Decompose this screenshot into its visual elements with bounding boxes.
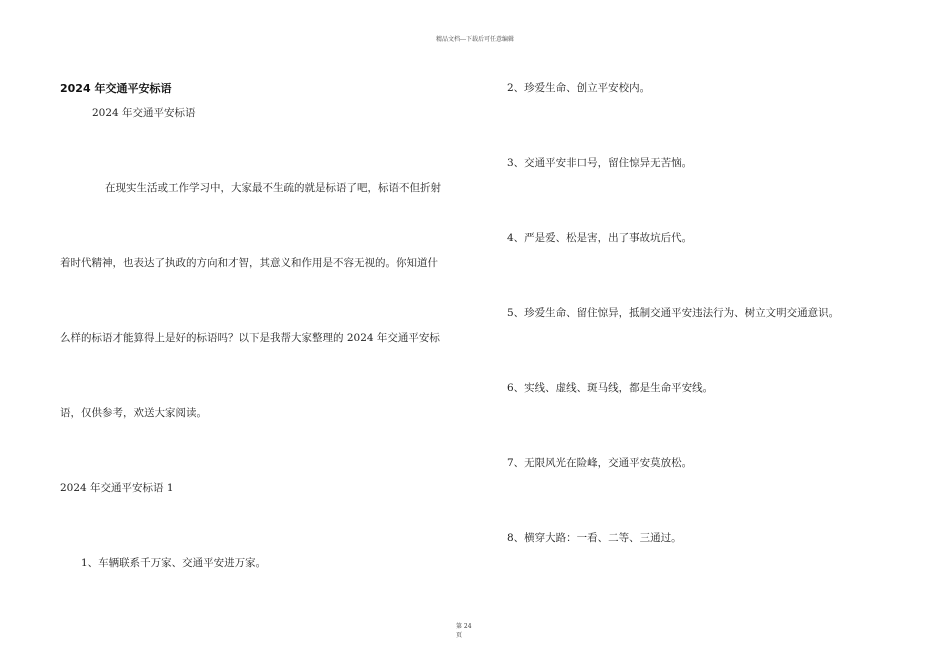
paragraph-line-3: 么样的标语才能算得上是好的标语吗？以下是我帮大家整理的 2024 年交通平安标: [60, 332, 440, 344]
subtitle: 2024 年交通平安标语: [92, 107, 196, 119]
page-number-line: 第 24: [456, 623, 472, 630]
paragraph-line-1: 在现实生活或工作学习中，大家最不生疏的就是标语了吧，标语不但折射: [105, 182, 441, 194]
page-number: [456, 622, 496, 640]
slogan-item-8: 8、横穿大路：一看、二等、三通过。: [507, 532, 682, 544]
paragraph-line-4: 语，仅供参考，欢送大家阅读。: [60, 407, 207, 419]
slogan-item-1: 1、车辆联系千万家、交通平安进万家。: [81, 557, 267, 569]
page-number-unit: 页: [456, 632, 463, 639]
slogan-item-7: 7、无限风光在险峰，交通平安莫放松。: [507, 457, 693, 469]
page-header: 精品文档---下载后可任意编辑: [435, 36, 515, 43]
section-heading: 2024 年交通平安标语 1: [60, 482, 174, 494]
slogan-item-2: 2、珍爱生命、创立平安校内。: [507, 82, 651, 94]
slogan-item-6: 6、实线、虚线、斑马线，都是生命平安线。: [507, 382, 714, 394]
slogan-item-3: 3、交通平安非口号，留住惊异无苦恼。: [507, 157, 693, 169]
slogan-item-5: 5、珍爱生命、留住惊异，抵制交通平安违法行为、树立文明交通意识。: [507, 307, 840, 319]
slogan-item-4: 4、严是爱、松是害，出了事故坑后代。: [507, 232, 693, 244]
paragraph-line-2: 着时代精神，也表达了执政的方向和才智，其意义和作用是不容无视的。你知道什: [60, 257, 438, 269]
document-title: 2024 年交通平安标语: [60, 82, 172, 95]
